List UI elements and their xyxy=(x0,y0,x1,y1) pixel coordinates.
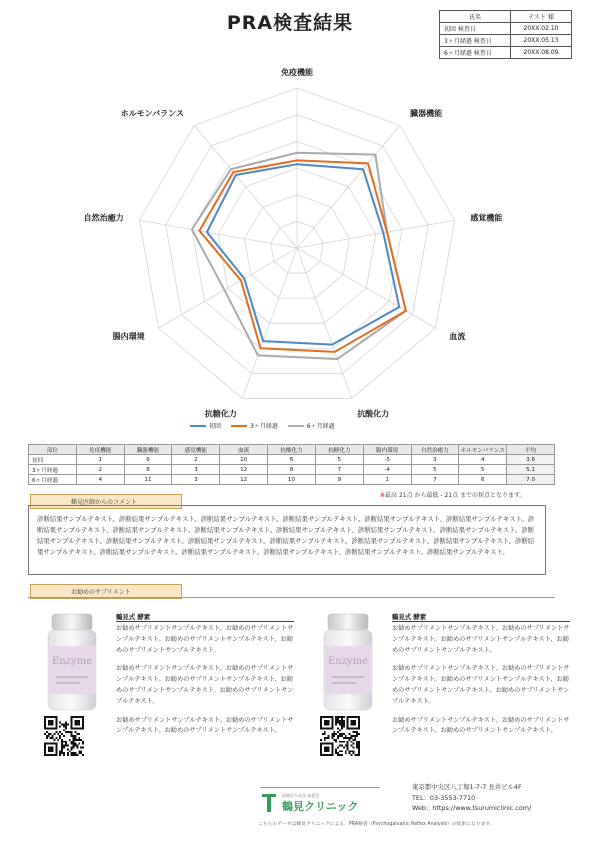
score-cell: 12 xyxy=(220,475,268,485)
comment-box: 診断結果サンプルテキスト。診断結果サンプルテキスト。診断結果サンプルテキスト。診断結果サンプルテキスト。診断結果サンプルテキスト、診断結果サンプルテキスト。診断結果サンプルテキスト、診断結果サンプルテキスト。診断結果サンプルテキスト。診断結果サンプルテキスト、診断結果サンプルテキスト。診断結果サンプルテキスト。診断結果サンプルテキスト。診断結果サンプルテキスト。診断結果サンプルテキスト。診断結果サンプルテキスト。診断結果サンプルテキスト。診断結果サンプルテキスト。診断結果サンプルテキスト。診断結果サンプルテキスト。診断結果サンプルテキスト。診断結果サンプルテキスト、診断結果サンプルテキスト。診断結果サンプルテキスト。 xyxy=(28,505,546,575)
score-cell: 10 xyxy=(220,455,268,465)
table-row xyxy=(29,475,555,485)
legend-item xyxy=(190,421,221,430)
radar-axis-label: 感覚機能 xyxy=(470,213,503,223)
supplement-name-rule xyxy=(116,621,294,622)
supplement-paragraph: お勧めサプリメントサンプルテキスト。お勧めのサプリメントサンプルテキスト。お勧めのサプリメントサンプルテキスト、お勧めのサプリメントサンプルテキスト。 xyxy=(116,625,294,654)
legend-swatch-3 xyxy=(288,425,304,427)
radar-series-group xyxy=(192,153,406,359)
score-cell: 2 xyxy=(76,465,124,475)
score-cell: 12 xyxy=(220,465,268,475)
score-cell: -4 xyxy=(363,465,411,475)
legend-swatch-2 xyxy=(231,425,247,427)
score-cell: 9 xyxy=(315,475,363,485)
clinic-address: 東京都中央区八丁堀1-7-7 長井ビル4F xyxy=(412,783,522,791)
legend-item xyxy=(231,421,278,430)
column-header: 平均 xyxy=(507,445,555,455)
column-header: 臓器機能 xyxy=(124,445,172,455)
patient-name: テスト 様 xyxy=(511,11,572,23)
radar-axis-label: 血流 xyxy=(449,332,466,341)
score-cell: 2 xyxy=(172,455,220,465)
score-table xyxy=(28,444,555,485)
bottle-label: Enzyme xyxy=(51,656,93,667)
legend-label: 3ヶ月経過 xyxy=(250,423,278,430)
test-date-value: 20XX.02.10 xyxy=(511,23,572,35)
radar-axis-label: 自然治癒力 xyxy=(83,213,124,223)
test-date-label: 3ヶ月経過 検査日 xyxy=(440,35,511,47)
test-date-value: 20XX.05.13 xyxy=(511,35,572,47)
supplement-paragraph: お勧めサプリメントサンプルテキスト。お勧めのサプリメントサンプルテキスト。お勧めのサプリメントサンプルテキスト、お勧めのサプリメントサンプルテキスト。 xyxy=(392,625,570,654)
score-cell: 3 xyxy=(411,455,459,465)
supplement-name: 鶴見式 酵素 xyxy=(392,613,427,621)
clinic-name: 鶴見クリニック xyxy=(282,800,359,813)
supplement-card xyxy=(34,604,304,764)
page-title: PRA検査結果 xyxy=(226,12,354,34)
score-cell: 4 xyxy=(459,455,507,465)
clinic-tagline: 医療法人社団 森愛会 xyxy=(282,793,320,798)
score-table-header-row xyxy=(29,445,555,455)
radar-spoke xyxy=(158,248,297,328)
radar-grid xyxy=(139,88,454,398)
average-cell: 3.6 xyxy=(507,455,555,465)
footnote: こちらのデータは鶴見クリニックによる、PRA検査（Psychogalvanic Reflex Analysis）の結果になります。 xyxy=(258,822,495,827)
logo-mark-top xyxy=(262,794,276,797)
name-header: 氏名 xyxy=(440,11,511,23)
supplement-description xyxy=(392,624,570,737)
qr-code xyxy=(44,716,84,756)
radar-axis-label: 抗糖化力 xyxy=(204,409,237,419)
supplement-description xyxy=(116,624,294,737)
column-header: 抗糖化力 xyxy=(315,445,363,455)
supplement-bottle-image xyxy=(318,612,378,712)
score-cell: 5 xyxy=(315,455,363,465)
section-divider xyxy=(28,597,555,598)
supplement-section-tab: お勧めのサプリメント xyxy=(30,584,182,599)
chart-legend xyxy=(190,421,335,430)
column-header: ホルモンバランス xyxy=(459,445,507,455)
table-row xyxy=(29,455,555,465)
column-header: 感覚機能 xyxy=(172,445,220,455)
score-cell: 5 xyxy=(459,465,507,475)
supplement-bottle-image xyxy=(42,612,102,712)
qr-code xyxy=(320,716,360,756)
legend-label: 初回 xyxy=(209,423,222,430)
radar-spoke xyxy=(297,125,400,248)
test-date-label: 6ヶ月経過 検査日 xyxy=(440,47,511,59)
comment-section-tab: 鶴見医師からのコメント xyxy=(30,494,182,509)
column-header: 腸内環境 xyxy=(363,445,411,455)
score-cell: 4 xyxy=(76,475,124,485)
test-info-header-row xyxy=(440,11,572,23)
clinic-web[interactable]: Web：https://www.tsurumiclinic.com/ xyxy=(412,804,532,812)
row-label: 3ヶ月経過 xyxy=(29,465,77,475)
score-cell: 7 xyxy=(315,465,363,475)
radar-axis-label: 抗酸化力 xyxy=(357,409,390,419)
supplement-paragraph: お勧めサプリメントサンプルテキスト。お勧めのサプリメントサンプルテキスト。お勧めのサプリメントサンプルテキスト、お勧めのサプリメントサンプルテキスト。お勧めのサプリメントサンプルテキスト。 xyxy=(116,665,294,705)
supplement-name: 鶴見式 酵素 xyxy=(116,613,151,621)
score-note xyxy=(380,490,526,499)
column-header: 血流 xyxy=(220,445,268,455)
clinic-tel: TEL：03-3553-7710 xyxy=(412,793,476,802)
average-cell: 5.1 xyxy=(507,465,555,475)
score-cell: 6 xyxy=(124,455,172,465)
radar-spoke xyxy=(297,248,436,328)
radar-axis-label: 免疫機能 xyxy=(281,68,313,77)
column-header: 自然治癒力 xyxy=(411,445,459,455)
score-cell: 5 xyxy=(411,465,459,475)
row-label: 6ヶ月経過 xyxy=(29,475,77,485)
score-cell: 1 xyxy=(76,455,124,465)
legend-label: 6ヶ月経過 xyxy=(306,423,335,430)
note-text: 最高 21点 から最低 - 21点 までの採点となります。 xyxy=(385,492,526,499)
logo-mark-stem xyxy=(267,797,271,812)
radar-spoke xyxy=(297,220,455,248)
column-header: 免疫機能 xyxy=(76,445,124,455)
score-cell: 3 xyxy=(172,475,220,485)
radar-axis-label: 腸内環境 xyxy=(112,332,145,341)
score-cell: 1 xyxy=(363,475,411,485)
radar-axis-label: ホルモンバランス xyxy=(120,109,184,119)
radar-chart xyxy=(0,30,595,425)
bottle-label: Enzyme xyxy=(327,656,369,667)
table-row xyxy=(29,465,555,475)
footer-divider xyxy=(260,787,380,788)
average-cell: 7.0 xyxy=(507,475,555,485)
clinic-logo xyxy=(260,790,380,814)
radar-spoke xyxy=(194,125,297,248)
column-header: 抗酸化力 xyxy=(268,445,316,455)
score-cell: 8 xyxy=(268,465,316,475)
legend-swatch-1 xyxy=(190,425,206,427)
score-cell: -5 xyxy=(363,455,411,465)
score-cell: 11 xyxy=(124,475,172,485)
column-header: 部位 xyxy=(29,445,77,455)
score-cell: 7 xyxy=(411,475,459,485)
score-cell: 6 xyxy=(268,455,316,465)
test-date-label: 初回 検査日 xyxy=(440,23,511,35)
supplement-card xyxy=(310,604,580,764)
supplement-paragraph: お勧めサプリメントサンプルテキスト。お勧めのサプリメントサンプルテキスト。お勧めのサプリメントサンプルテキスト、お勧めのサプリメントサンプルテキスト。お勧めのサプリメントサンプルテキスト。 xyxy=(392,665,570,705)
legend-item xyxy=(288,421,335,430)
score-cell: 8 xyxy=(124,465,172,475)
supplement-name-rule xyxy=(392,621,570,622)
score-cell: 6 xyxy=(459,475,507,485)
score-cell: 10 xyxy=(268,475,316,485)
radar-axis-label: 臓器機能 xyxy=(410,109,443,119)
clinic-contact xyxy=(412,782,531,814)
row-label: 初回 xyxy=(29,455,77,465)
score-cell: 3 xyxy=(172,465,220,475)
supplement-paragraph: お勧めサプリメントサンプルテキスト。お勧めのサプリメントサンプルテキスト。お勧めのサプリメントサンプルテキスト。 xyxy=(116,716,294,735)
supplement-paragraph: お勧めサプリメントサンプルテキスト。お勧めのサプリメントサンプルテキスト。お勧めのサプリメントサンプルテキスト。 xyxy=(392,716,570,735)
note-mark: ※ xyxy=(380,492,386,499)
test-date-value: 20XX.08.09 xyxy=(511,47,572,59)
radar-spoke xyxy=(139,220,297,248)
